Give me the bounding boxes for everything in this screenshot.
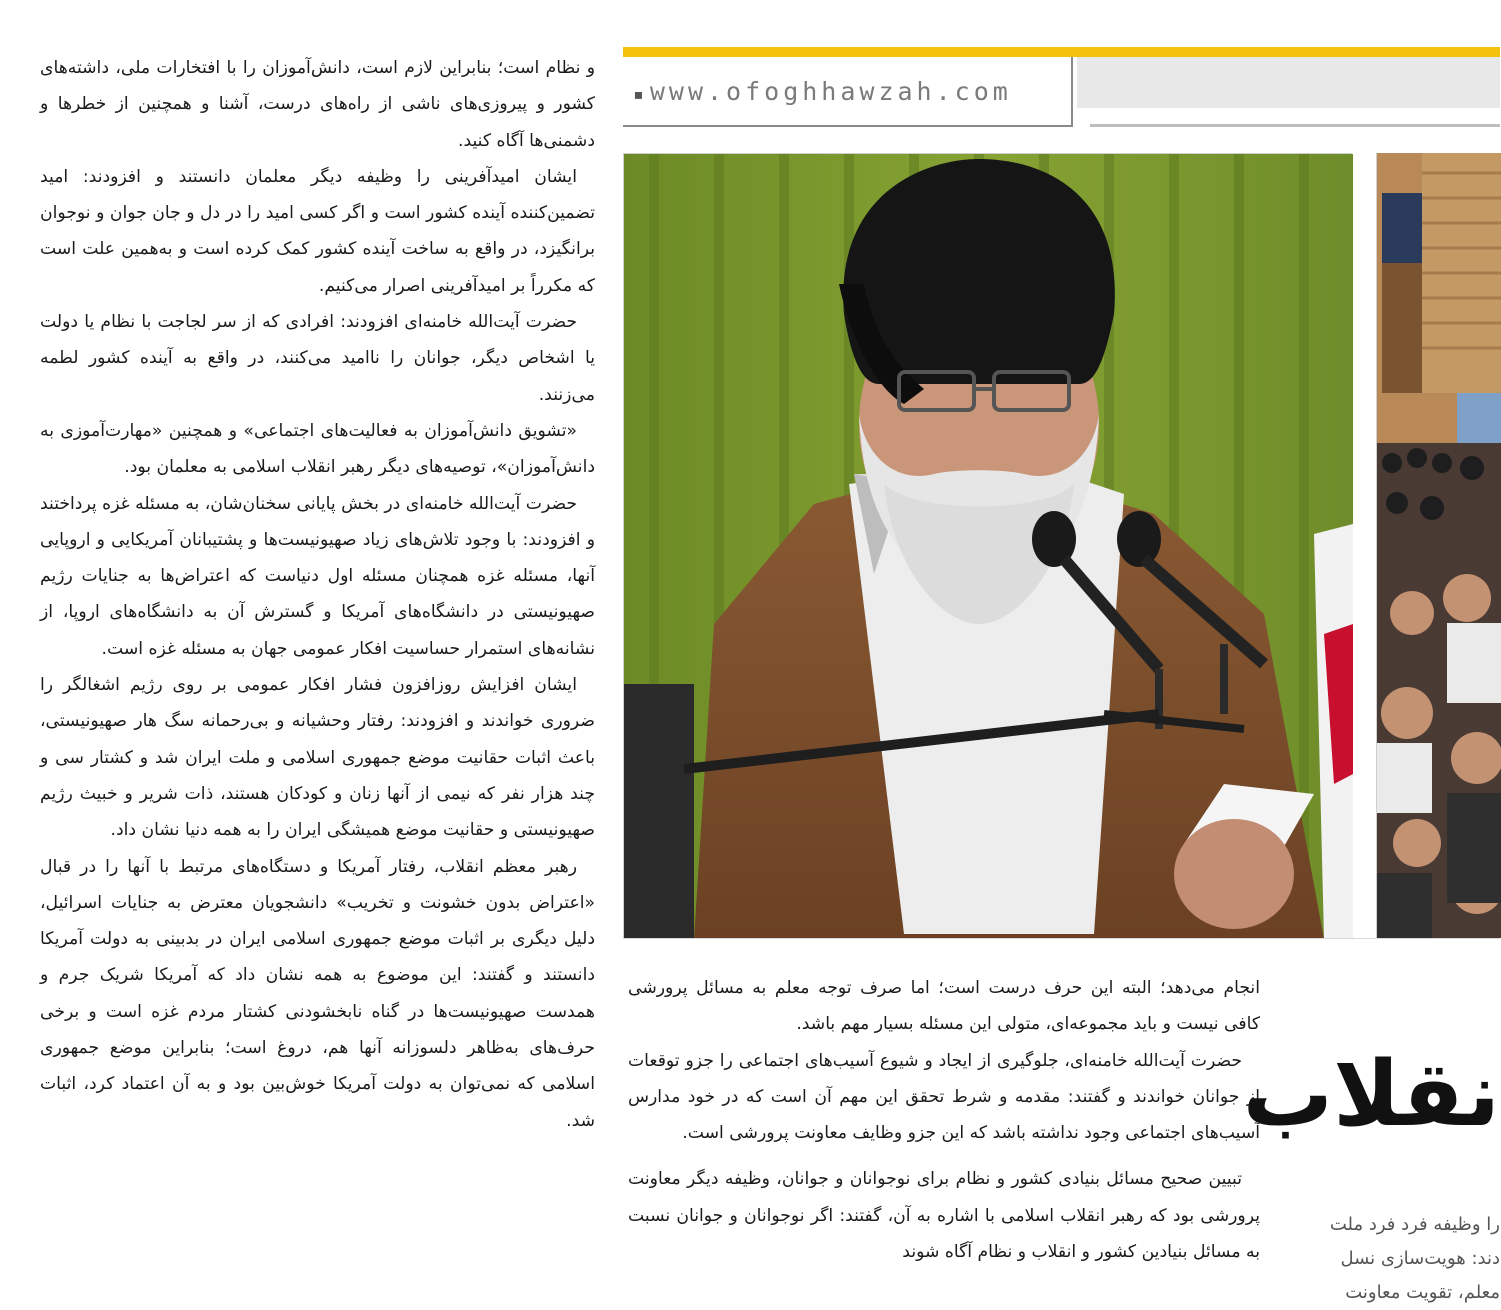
article-headline: نقلاب [1242, 1042, 1500, 1147]
article-paragraph: انجام می‌دهد؛ البته این حرف درست است؛ اما صرف توجه معلم به مسائل پرورشی کافی نیست و باید مجموعه‌ای، متولی این مسئله بسیار مهم باشد. [628, 978, 1260, 1035]
leader-portrait-photo [623, 153, 1352, 938]
article-line: معلم، تقویت معاونت [1345, 1282, 1500, 1303]
photo-bottom-rule [623, 938, 1500, 939]
masthead-url: ▪ www.ofoghhawzah.com [623, 77, 1012, 106]
article-line: را وظیفه فرد فرد ملت [1329, 1214, 1500, 1235]
masthead-divider [1090, 124, 1500, 127]
article-paragraph: و نظام است؛ بنابراین لازم است، دانش‌آموزان را با افتخارات ملی، داشته‌های کشور و پیروزی‌های ناشی از راه‌های درست، آشنا و همچنین از خطرها و دشمنی‌ها آگاه کنید. [40, 58, 595, 151]
article-paragraph: حضرت آیت‌الله خامنه‌ای در بخش پایانی سخنان‌شان، به مسئله غزه پرداختند و افزودند: با وجود تلاش‌های زیاد صهیونیست‌ها و پشتیبانان آمریکایی و اروپایی آنها، مسئله غزه همچنان مسئله اول دنیاست که اعتراض‌ها به جنایات رژیم صهیونیستی در دانشگاه‌های آمریکا و گسترش آن به دانشگاه‌های اروپا، از نشانه‌های استمرار حساسیت افکار عمومی جهان به مسئله غزه است. [40, 493, 595, 659]
portrait-illustration [624, 154, 1353, 939]
article-left-column [40, 50, 595, 1139]
article-paragraph: رهبر معظم انقلاب، رفتار آمریکا و دستگاه‌های مرتبط با آنها را در قبال «اعتراض بدون خشونت و تخریب» دانشجویان معترض به جنایات اسرائیل، دلیل دیگری بر اثبات موضع جمهوری اسلامی ایران در بدبینی به دولت آمریکا دانستند و گفتند: این موضوع به همه نشان داد که آمریکا شریک جرم و همدست صهیونیست‌ها در گناه نابخشودنی کشتار مردم غزه است و برخی حرف‌های به‌ظاهر دلسوزانه آنها هم، دروغ است؛ بنابراین موضع جمهوری اسلامی که نمی‌توان به دولت آمریکا خوش‌بین بود و به آن اعتماد کرد، اثبات شد. [40, 856, 595, 1131]
crowd-illustration [1377, 153, 1501, 938]
article-middle-column [628, 970, 1260, 1270]
article-paragraph: ایشان امیدآفرینی را وظیفه دیگر معلمان دانستند و افزودند: امید تضمین‌کننده آینده کشور است و اگر کسی امید را در دل و جان جوان و نوجوان برانگیزد، در واقع به ساخت آینده کشور کمک کرده است و به‌همین علت است که مکرراً بر امیدآفرینی اصرار می‌کنیم. [40, 166, 595, 296]
masthead-accent-bar [623, 47, 1500, 57]
article-paragraph: تبیین صحیح مسائل بنیادی کشور و نظام برای نوجوانان و جوانان، وظیفه دیگر معاونت پرورشی بود که رهبر انقلاب اسلامی با اشاره به آن، گفتند: اگر نوجوانان و جوانان نسبت به مسائل بنیادین کشور و انقلاب و نظام آگاه شوند [628, 1169, 1260, 1263]
article-paragraph: «تشویق دانش‌آموزان به فعالیت‌های اجتماعی» و همچنین «مهارت‌آموزی به دانش‌آموزان»، توصیه‌های دیگر رهبر انقلاب اسلامی به معلمان بود. [40, 420, 595, 478]
article-paragraph: حضرت آیت‌الله خامنه‌ای افزودند: افرادی که از سر لجاجت با نظام یا دولت یا اشخاص دیگر، جوانان را ناامید می‌کنند، در واقع به آینده کشور لطمه می‌زنند. [40, 312, 595, 405]
masthead-url-box [623, 57, 1073, 127]
article-line: دند: هویت‌سازی نسل [1340, 1248, 1500, 1269]
article-right-column [1290, 1208, 1500, 1303]
crowd-photo [1376, 153, 1500, 938]
article-paragraph: ایشان افزایش روزافزون فشار افکار عمومی بر روی رژیم اشغالگر را ضروری خواندند و افزودند: رفتار وحشیانه و بی‌رحمانه سگ هار صهیونیستی، باعث اثبات حقانیت موضع جمهوری اسلامی و ملت ایران شد و کشتار سی و چند هزار نفر که نیمی از آنها زنان و کودکان هستند، ذات شریر و خبیث رژیم صهیونیستی و حقانیت موضع همیشگی ایران را به همه دنیا نشان داد. [40, 675, 595, 841]
article-paragraph: حضرت آیت‌الله خامنه‌ای، جلوگیری از ایجاد و شیوع آسیب‌های اجتماعی را جزو توقعات از جوانان خواندند و گفتند: مقدمه و شرط تحقق این مهم آن است که در خود مدارس آسیب‌های اجتماعی وجود نداشته باشد که این جزو وظایف معاونت پرورشی است. [628, 1050, 1260, 1144]
masthead-gray-band [1077, 57, 1500, 108]
